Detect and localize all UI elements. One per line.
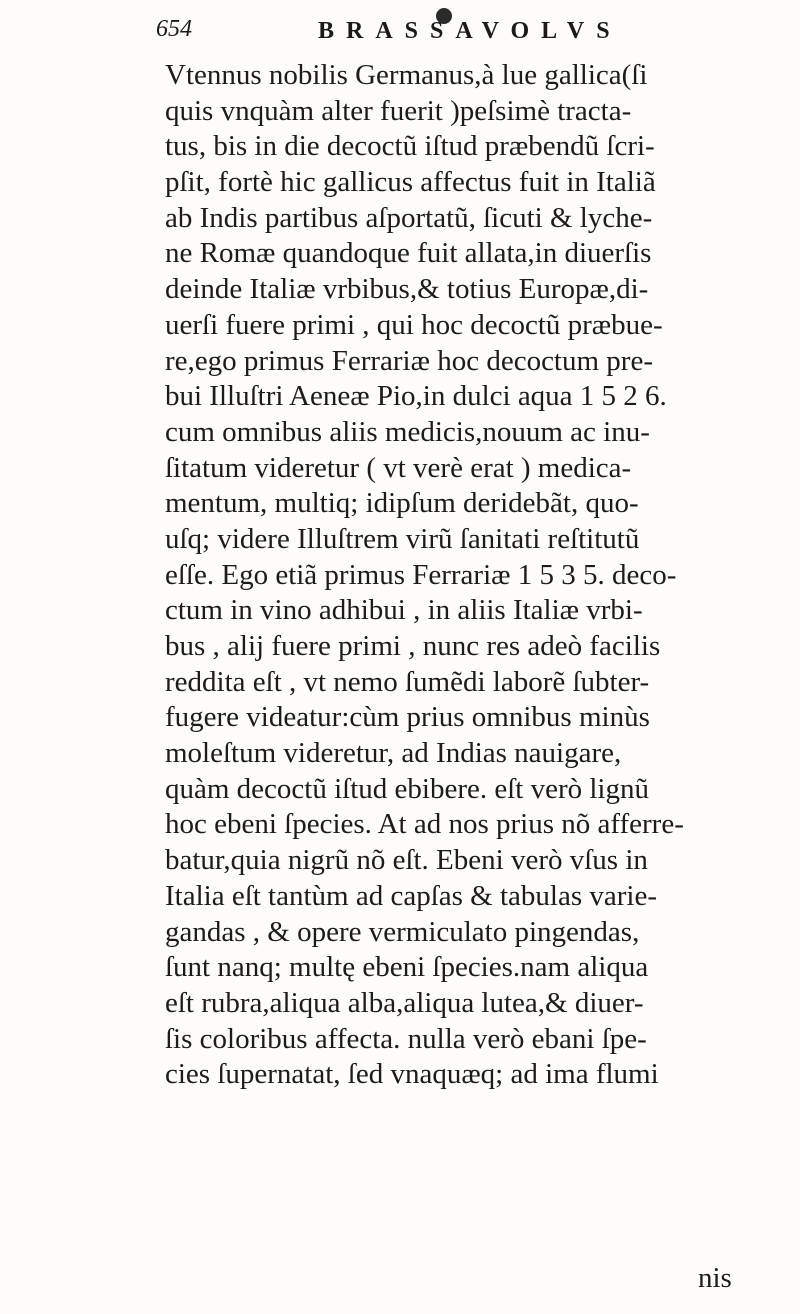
text-line: ab Indis partibus aſportatũ, ſicuti & lyche- [165, 201, 653, 234]
text-line: cum omnibus aliis medicis,nouum ac inu- [165, 415, 650, 448]
page-number: 654 [156, 16, 192, 42]
text-line: ne Romæ quandoque fuit allata,in diuerſis [165, 237, 652, 270]
text-line: hoc ebeni ſpecies. At ad nos prius nõ afferre- [165, 808, 684, 841]
text-line: Vtennus nobilis Germanus,à lue gallica(ſi [165, 59, 648, 91]
text-line: eſſe. Ego etiã primus Ferrariæ 1 5 3 5. deco- [165, 558, 677, 591]
text-line: quàm decoctũ iſtud ebibere. eſt verò lignũ [165, 772, 649, 805]
text-block [165, 58, 777, 1093]
text-line: ctum in vino adhibui , in aliis Italiæ vrbi- [165, 594, 643, 627]
text-line: ſunt nanq; multę ebeni ſpecies.nam aliqua [165, 951, 649, 984]
text-line: gandas , & opere vermiculato pingendas, [165, 915, 640, 948]
text-line: moleſtum videretur, ad Indias nauigare, [165, 737, 622, 770]
text-line: deinde Italiæ vrbibus,& totius Europæ,di- [165, 273, 649, 306]
text-line: tus, bis in die decoctũ iſtud præbendũ ſcri- [165, 130, 655, 163]
text-line: bui Illuſtri Aeneæ Pio,in dulci aqua 1 5 2 6. [165, 380, 667, 413]
text-line: ſitatum videretur ( vt verè erat ) medica- [165, 451, 632, 484]
text-line: uerſi fuere primi , qui hoc decoctũ præbue- [165, 308, 663, 341]
text-line: reddita eſt , vt nemo ſumẽdi laborẽ ſubter- [165, 665, 650, 698]
text-line: pſit, fortè hic gallicus affectus fuit in Italiã [165, 166, 656, 199]
text-line: cies ſupernatat, ſed vnaquæq; ad ima flumi [165, 1058, 659, 1091]
text-line: uſq; videre Illuſtrem virũ ſanitati reſtitutũ [165, 522, 640, 555]
running-head [0, 8, 800, 48]
text-line: mentum, multiq; idipſum deridebãt, quo- [165, 487, 639, 520]
text-line: batur,quia nigrũ nõ eſt. Ebeni verò vſus in [165, 844, 648, 877]
text-line: fugere videatur:cùm prius omnibus minùs [165, 701, 650, 734]
running-title: BRASSAVOLVS [318, 18, 622, 44]
text-line: quis vnquàm alter fuerit )peſsimè tracta- [165, 94, 632, 127]
text-line: eſt rubra,aliqua alba,aliqua lutea,& diuer- [165, 986, 644, 1019]
text-line: Italia eſt tantùm ad capſas & tabulas varie- [165, 879, 657, 912]
catchword: nis [698, 1262, 732, 1294]
text-line: re,ego primus Ferrariæ hoc decoctum pre- [165, 344, 653, 377]
text-line: bus , alij fuere primi , nunc res adeò facilis [165, 630, 661, 662]
text-line: ſis coloribus affecta. nulla verò ebani ſpe- [165, 1022, 647, 1055]
